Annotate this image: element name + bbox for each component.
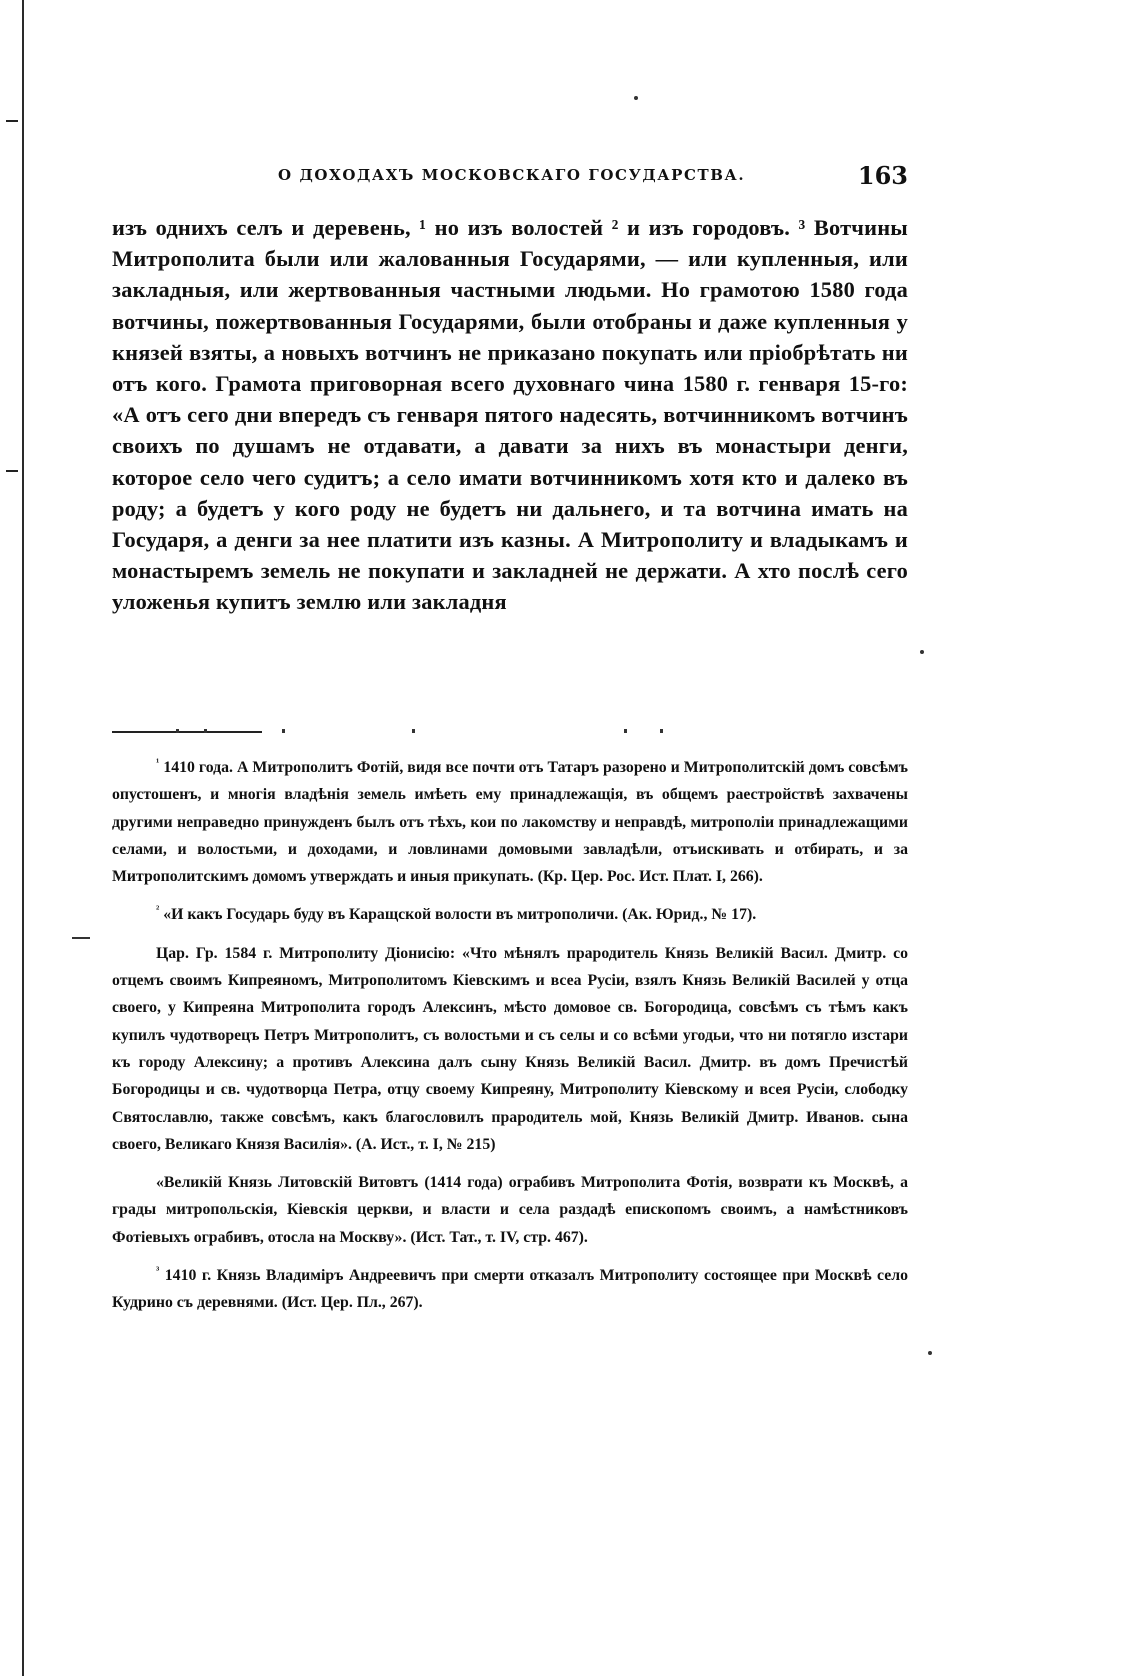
footnote-mark: ³: [156, 1264, 160, 1277]
main-body: [112, 212, 908, 618]
separator-mark: [282, 729, 285, 733]
footnote-text: «Великій Князь Литовскій Витовтъ (1414 года) ограбивъ Митрополита Фотія, возврати къ Москвѣ, а грады митропольскія, Кіевскія церкви, и власти и села раздадѣ епископомъ своимъ, а намѣстниковъ Фотіевыхъ ограбивъ, отосла на Москву». (Ист. Тат., т. IV, стр. 467).: [112, 1174, 908, 1246]
margin-mark: [6, 120, 18, 122]
speck: [634, 96, 638, 100]
footnote: [112, 940, 908, 1158]
footnote: [112, 754, 908, 890]
footnote: [112, 901, 908, 928]
footnote-mark: ¹: [156, 756, 160, 769]
footnotes: [112, 754, 908, 1328]
separator-mark: [176, 729, 179, 733]
page-left-edge: [22, 0, 24, 1676]
footnote-mark: ²: [156, 904, 160, 917]
footnote: [112, 1169, 908, 1251]
margin-mark: [6, 470, 18, 472]
margin-mark: [72, 937, 90, 939]
footnote-separator: [112, 726, 672, 738]
footnote-text: 1410 года. А Митрополитъ Фотій, видя все почти отъ Татаръ разорено и Митрополитскій домъ совсѣмъ опустошенъ, и многія владѣнія земель имѣеть ему принадлежащія, въ общемъ раестройствѣ захвачены другими неправедно принужденъ былъ отъ тѣхъ, кои по лакомству и неправдѣ, митрополіи принадлежащими селами, и волостьми, и доходами, и ловлинами домовыми завладѣли, отъискивать и отбирать, и за Митрополитскимъ домомъ утверждать и иныя прикупать. (Кр. Цер. Рос. Ист. Плат. I, 266).: [112, 759, 908, 886]
footnote-text: «И какъ Государь буду въ Каращской волости въ митрополичи. (Ак. Юрид., № 17).: [163, 906, 757, 924]
footnote: [112, 1262, 908, 1317]
page-number: 163: [857, 161, 908, 190]
separator-mark: [412, 729, 415, 733]
running-title: О ДОХОДАХЪ МОСКОВСКАГО ГОСУДАРСТВА.: [278, 166, 746, 184]
footnote-text: 1410 г. Князь Владиміръ Андреевичъ при смерти отказалъ Митрополиту состоящее при Москвѣ село Кудрино съ деревнями. (Ист. Цер. Пл., 267).: [112, 1267, 909, 1312]
speck: [920, 650, 924, 654]
footnote-text: Цар. Гр. 1584 г. Митрополиту Діонисію: «Что мѣнялъ прародитель Князь Великій Васил. Дмитр. со отцемъ своимъ Кипреяномъ, Митрополитомъ Кіевскимъ и всеа Русіи, взялъ Князь Великій Василей у отца своего, у Кипреяна Митрополита городъ Алексинъ, мѣсто домовое св. Богородица, совсѣмъ съ тѣмъ какъ купилъ чудотворецъ Петръ Митрополитъ, съ волостьми и съ селы и со всѣми угодьи, что ни потягло изстари къ городу Алексину; а противъ Алексина далъ сыну Князь Великій Васил. Дмитр. въ домъ Пречистѣй Богородицы и св. чудотворца Петра, отцу своему Кипреяну, Митрополиту Кіевскому и всея Русіи, слободку Святославлю, также совсѣмъ, какъ благословилъ прародитель мой, Князь Великій Дмитр. Иванов. сына своего, Великаго Князя Василія». (А. Ист., т. I, № 215): [112, 944, 908, 1153]
separator-mark: [660, 729, 663, 733]
separator-mark: [204, 729, 207, 733]
separator-mark: [624, 729, 627, 733]
separator-rule: [112, 731, 262, 733]
speck: [928, 1351, 932, 1355]
body-paragraph: изъ однихъ селъ и деревень, ¹ но изъ волостей ² и изъ городовъ. ³ Вотчины Митрополита были или жалованныя Государями, — или купленныя, или закладныя, или жертвованныя частными людьми. Но грамотою 1580 года вотчины, пожертвованныя Государями, были отобраны и даже купленныя у князей взяты, а новыхъ вотчинъ не приказано покупать или пріобрѣтать ни отъ кого. Грамота приговорная всего духовнаго чина 1580 г. генваря 15-го: «А отъ сего дни впередъ съ генваря пятого надесять, вотчинникомъ вотчинъ своихъ по душамъ не отдавати, а давати за нихъ въ монастыри денги, которое село чего судитъ; а село имати вотчинникомъ хотя кто и далеко въ роду; а будетъ у кого роду не будетъ ни дальнего, и та вотчина имать на Государя, а денги за нее платити изъ казны. А Митрополиту и владыкамъ и монастыремъ земель не покупати и закладней не держати. А хто послѣ сего уложенья купитъ землю или закладня: [112, 215, 908, 615]
page-header: [108, 163, 908, 191]
